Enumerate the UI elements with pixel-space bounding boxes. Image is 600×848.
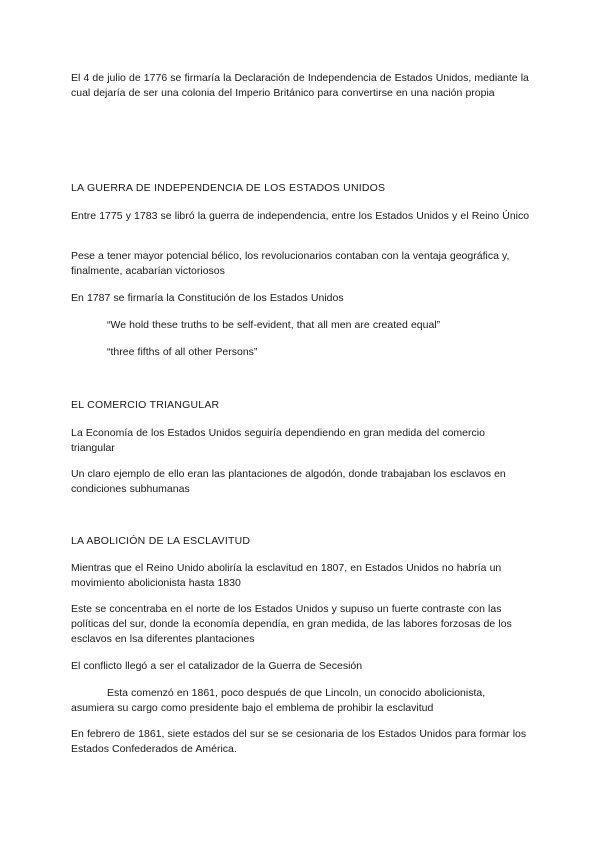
intro-paragraph: El 4 de julio de 1776 se firmaría la Declaración de Independencia de Estados Unidos, mediante la cual dejaría de ser una colonia del Imperio Británico para convertirse en una nación propia [71,72,529,99]
paragraph-abolition-dates: Mientras que el Reino Unido aboliría la esclavitud en 1807, en Estados Unidos no habría un movimiento abolicionista hasta 1830 [71,562,502,589]
paragraph-revolutionaries: Pese a tener mayor potencial bélico, los revolucionarios contaban con la ventaja geográfica y, finalmente, acabarían victoriosos [71,250,510,277]
paragraph-economy: La Economía de los Estados Unidos seguiría dependiendo en gran medida del comercio triangular [71,427,485,454]
section-heading-independence-war: LA GUERRA DE INDEPENDENCIA DE LOS ESTADOS UNIDOS [71,182,386,194]
paragraph-constitution: En 1787 se firmaría la Constitución de los Estados Unidos [71,292,344,304]
paragraph-north-south: Este se concentraba en el norte de los Estados Unidos y supuso un fuerte contraste con las políticas del sur, donde la economía dependía, en gran medida, de las labores forzosas de los esclavos en lsa diferentes plantaciones [71,603,512,645]
paragraph-lincoln: Esta comenzó en 1861, poco después de que Lincoln, un conocido abolicionista, asumiera su cargo como presidente bajo el emblema de prohibir la esclavitud [71,687,486,714]
quote-three-fifths: “three fifths of all other Persons” [107,346,258,358]
paragraph-confederate-states: En febrero de 1861, siete estados del sur se se cesionaria de los Estados Unidos para formar los Estados Confederados de América. [71,728,527,755]
paragraph-catalyst: El conflicto llegó a ser el catalizador de la Guerra de Secesión [71,660,363,672]
paragraph-war-dates: Entre 1775 y 1783 se libró la guerra de independencia, entre los Estados Unidos y el Reino Único [71,210,530,222]
quote-self-evident: “We hold these truths to be self-evident, that all men are created equal” [107,319,441,331]
section-heading-abolition: LA ABOLICIÓN DE LA ESCLAVITUD [71,535,251,547]
paragraph-cotton-plantations: Un claro ejemplo de ello eran las plantaciones de algodón, donde trabajaban los esclavos en condiciones subhumanas [71,468,506,495]
section-heading-triangular-trade: EL COMERCIO TRIANGULAR [71,399,220,411]
